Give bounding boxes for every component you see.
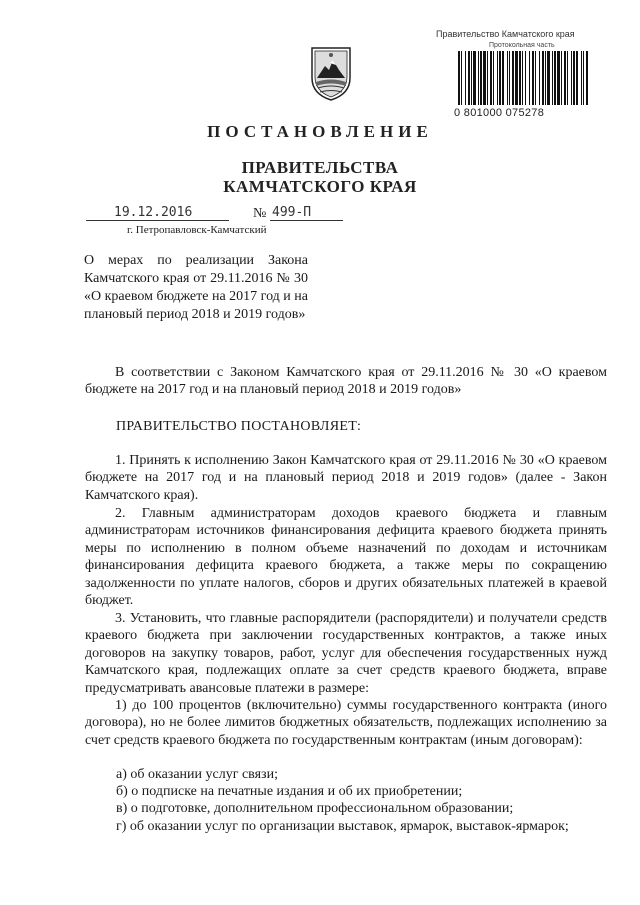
subitem-b: б) о подписке на печатные издания и об их приобретении; (116, 784, 463, 799)
subitem-g: г) об оказании услуг по организации выставок, ярмарок, выставок-ярмарок; (116, 819, 569, 834)
barcode-number: 0 801000 075278 (454, 107, 545, 119)
subitem-v: в) о подготовке, дополнительном профессиональном образовании; (116, 801, 514, 816)
document-city: г. Петропавловск-Камчатский (127, 224, 267, 236)
decree-heading: ПРАВИТЕЛЬСТВО ПОСТАНОВЛЯЕТ: (116, 419, 362, 434)
barcode-label: Протокольная часть (489, 42, 555, 49)
document-title-issuer-line1: ПРАВИТЕЛЬСТВА (241, 158, 399, 177)
document-date: 19.12.2016 (114, 205, 193, 220)
paragraph-2: 2. Главным администраторам доходов краевого бюджета и главным администраторам источников финансирования дефицита краевого бюджета принять меры по исполнению в полном объеме назначений по доходам и источникам финансирования дефицита краевого бюджета, а также меры по сокращению задолженности по уплате налогов, сборов и других обязательных платежей в краевой бюджет. (85, 506, 607, 609)
document-subject: О мерах по реализации Закона Камчатского края от 29.11.2016 № 30 «О краевом бюджете на 2017 год и на плановый период 2018 и 2019 годов» (84, 253, 308, 322)
date-underline (86, 220, 229, 221)
emblem-icon (308, 44, 354, 102)
document-number: 499-П (272, 205, 312, 220)
barcode (454, 41, 590, 119)
document-title: ПОСТАНОВЛЕНИЕ (207, 122, 433, 141)
document-title-issuer-line2: КАМЧАТСКОГО КРАЯ (223, 177, 417, 196)
subitem-a: а) об оказании услуг связи; (116, 767, 278, 782)
paragraph-1: 1. Принять к исполнению Закон Камчатского края от 29.11.2016 № 30 «О краевом бюджете на 2017 год и на плановый период 2018 и 2019 годов» (далее - Закон Камчатского края). (85, 453, 607, 503)
number-label: № (253, 206, 267, 221)
barcode-bars (456, 51, 590, 107)
preamble-paragraph: В соответствии с Законом Камчатского края от 29.11.2016 № 30 «О краевом бюджете на 2017 год и на плановый период 2018 и 2019 годов» (85, 365, 607, 398)
paragraph-3-1: 1) до 100 процентов (включительно) суммы государственного контракта (иного договора), но не более лимитов бюджетных обязательств, подлежащих исполнению за счет средств краевого бюджета по государственным контрактам (иным договорам): (85, 698, 607, 748)
paragraph-3: 3. Установить, что главные распорядители (распорядители) и получатели средств краевого бюджета при заключении государственных контрактов, а также иных договоров на закупку товаров, работ, услуг для обеспечения государственных нужд Камчатского края, подлежащих оплате за счет средств краевого бюджета, вправе предусматривать авансовые платежи в размере: (85, 611, 607, 696)
org-name-stamp: Правительство Камчатского края (436, 29, 575, 39)
number-underline (270, 220, 343, 221)
